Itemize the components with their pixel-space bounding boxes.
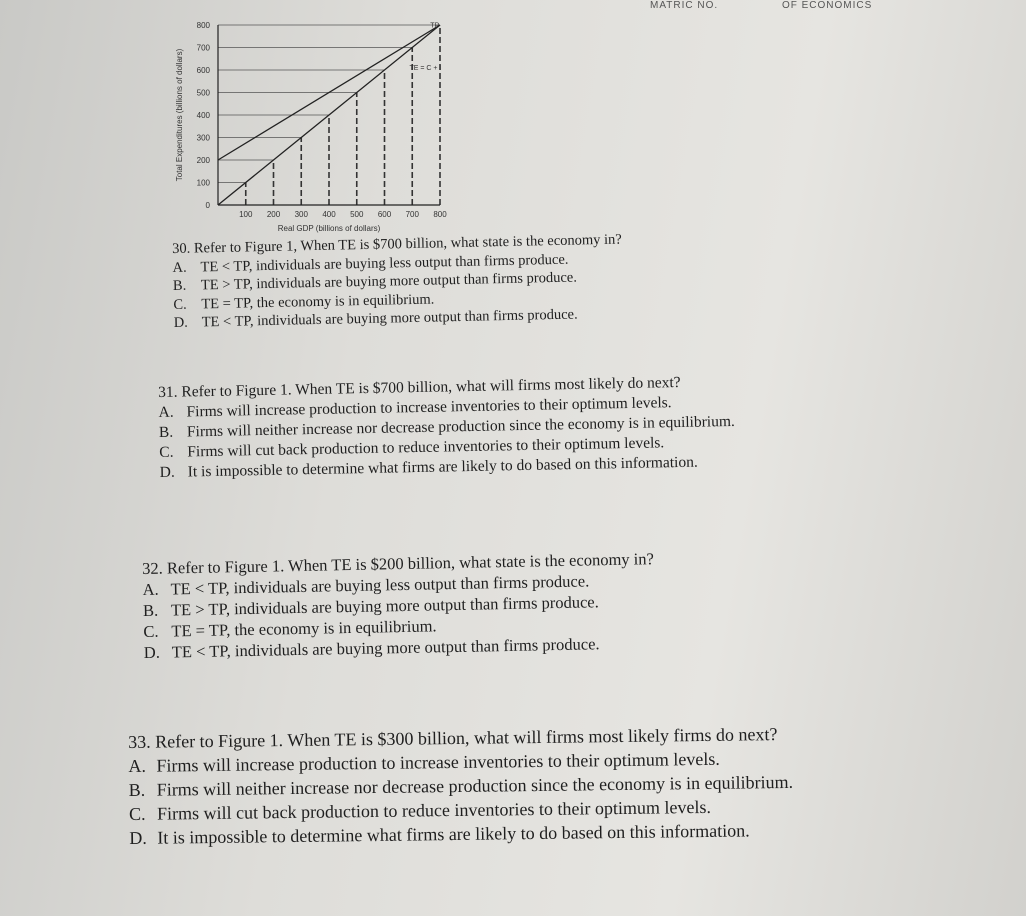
header-matric-no: MATRIC NO. xyxy=(650,0,719,11)
option-letter: B. xyxy=(158,423,174,441)
chart-y-axis-title: Total Expenditures (billions of dollars) xyxy=(175,48,184,182)
chart-y-tick-label: 600 xyxy=(196,66,210,75)
chart-x-tick-label: 200 xyxy=(266,210,281,219)
chart-x-tick-label: 700 xyxy=(405,210,419,219)
option-letter: C. xyxy=(159,443,174,461)
option-text: Firms will increase production to increase inventories to their optimum levels. xyxy=(156,748,720,776)
option-letter: D. xyxy=(173,314,189,331)
chart-y-tick-label: 500 xyxy=(196,88,210,98)
question-stem: 30. Refer to Figure 1, When TE is $700 billion, what state is the economy in? xyxy=(172,231,622,257)
option-text: Firms will cut back production to reduce inventories to their optimum levels. xyxy=(156,796,711,824)
chart-y-tick-label: 800 xyxy=(196,21,210,30)
chart-y-tick-label: 400 xyxy=(196,111,210,120)
option-text: It is impossible to determine what firms are likely to do based on this information. xyxy=(187,453,698,481)
option-letter: C. xyxy=(173,296,187,313)
option-text: Firms will cut back production to reduce inventories to their optimum levels. xyxy=(187,434,665,461)
chart-x-tick-label: 600 xyxy=(377,210,392,219)
chart-y-tick-label: 300 xyxy=(196,133,210,143)
chart-x-tick-label: 100 xyxy=(239,210,253,219)
header-course: OF ECONOMICS xyxy=(781,0,873,11)
chart-y-tick-label: 700 xyxy=(196,43,210,53)
option-letter: B. xyxy=(172,277,187,294)
option-text: TE > TP, individuals are buying more output than firms produce. xyxy=(170,592,599,620)
option-text: TE < TP, individuals are buying less output than firms produce. xyxy=(200,251,569,275)
option-text: TE = TP, the economy is in equilibrium. xyxy=(171,616,437,641)
option-letter: D. xyxy=(159,463,175,481)
question-stem: 31. Refer to Figure 1. When TE is $700 billion, what will firms most likely do next? xyxy=(158,373,681,401)
option-text: It is impossible to determine what firms are likely to do based on this information. xyxy=(157,820,750,848)
question-31 xyxy=(158,364,1026,483)
chart-x-axis-title: Real GDP (billions of dollars) xyxy=(277,224,381,233)
option-letter: A. xyxy=(142,579,159,599)
option-letter: A. xyxy=(172,259,187,276)
question-stem: 32. Refer to Figure 1. When TE is $200 billion, what state is the economy in? xyxy=(142,549,655,578)
question-stem: 33. Refer to Figure 1. When TE is $300 billion, what will firms most likely firms do next? xyxy=(128,724,778,752)
option-letter: D. xyxy=(143,642,161,662)
option-text: TE < TP, individuals are buying more output than firms produce. xyxy=(171,634,600,662)
page-header xyxy=(650,0,932,11)
option-text: Firms will neither increase nor decrease production since the economy is in equilibrium. xyxy=(156,771,794,800)
chart-y-tick-label: 200 xyxy=(196,156,210,165)
option-text: Firms will increase production to increase inventories to their optimum levels. xyxy=(186,394,672,421)
question-33 xyxy=(128,718,1026,850)
chart-series-label-te: TE = C + I xyxy=(409,65,442,72)
option-letter: D. xyxy=(129,827,147,848)
option-text: TE < TP, individuals are buying more output than firms produce. xyxy=(201,306,578,331)
chart-x-tick-label: 500 xyxy=(350,210,364,219)
option-letter: C. xyxy=(143,621,159,641)
option-text: Firms will neither increase nor decrease production since the economy is in equilibrium. xyxy=(186,412,735,441)
option-text: TE > TP, individuals are buying more output than firms produce. xyxy=(200,269,578,294)
chart-y-tick-label: 0 xyxy=(205,201,210,210)
chart-x-tick-label: 800 xyxy=(433,210,447,219)
option-text: TE < TP, individuals are buying less output than firms produce. xyxy=(170,571,590,599)
chart-y-tick-label: 100 xyxy=(196,178,210,188)
question-32 xyxy=(142,539,1026,663)
figure-1-chart xyxy=(170,10,470,245)
option-letter: A. xyxy=(158,403,174,421)
option-letter: C. xyxy=(128,803,146,824)
chart-series-label-tp: TP xyxy=(430,22,440,30)
chart-x-tick-label: 300 xyxy=(294,210,308,219)
option-letter: A. xyxy=(128,755,147,776)
chart-x-tick-label: 400 xyxy=(322,210,336,219)
option-letter: B. xyxy=(142,600,159,620)
option-text: TE = TP, the economy is in equilibrium. xyxy=(201,291,435,312)
option-letter: B. xyxy=(128,779,146,800)
